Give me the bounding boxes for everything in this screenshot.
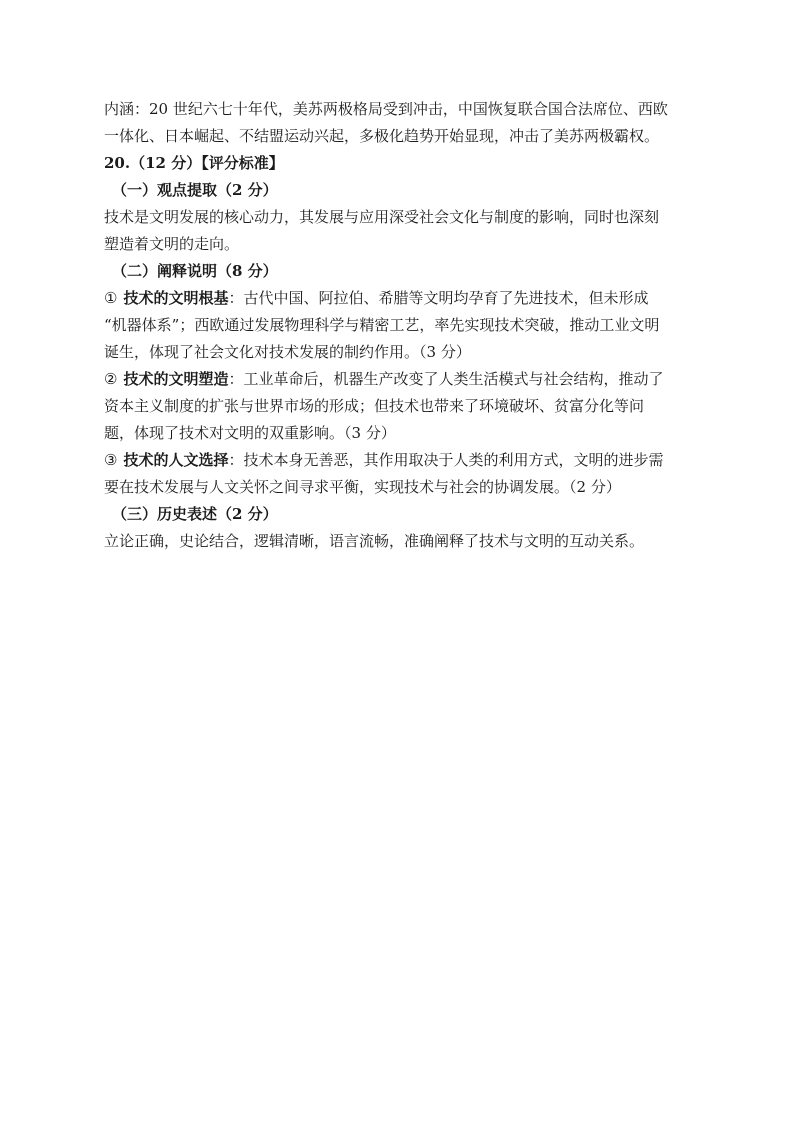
- part2-heading: （二）阐释说明（8 分）: [112, 262, 278, 280]
- q19-connotation-line-1: 内涵：20 世纪六七十年代，美苏两极格局受到冲击，中国恢复联合国合法席位、西欧: [104, 100, 668, 118]
- item1-marker: ①: [104, 289, 118, 307]
- item2-line-2: 资本主义制度的扩张与世界市场的形成；但技术也带来了环境破坏、贫富分化等问: [104, 397, 645, 415]
- item3-colon: ：: [228, 451, 244, 469]
- q20-heading: [104, 150, 704, 177]
- q20-standard-label: 【评分标准】: [201, 154, 284, 172]
- part1-line-2: 塑造着文明的走向。: [104, 235, 240, 253]
- part3-line-1: 立论正确，史论结合，逻辑清晰，语言流畅，准确阐释了技术与文明的互动关系。: [104, 532, 645, 550]
- item2-text: 工业革命后，机器生产改变了人类生活模式与社会结构，推动了: [243, 370, 664, 388]
- part3-heading: （三）历史表述（2 分）: [112, 505, 278, 523]
- q20-number: 20.: [104, 154, 131, 172]
- item2-line-1: [104, 366, 704, 393]
- item1-line-1: [104, 285, 704, 312]
- q19-connotation-line-2: 一体化、日本崛起、不结盟运动兴起，多极化趋势开始显现，冲击了美苏两极霸权。: [104, 127, 660, 145]
- item2-marker: ②: [104, 370, 118, 388]
- item1-line-3: 诞生，体现了社会文化对技术发展的制约作用。（3 分）: [104, 343, 471, 361]
- answer-text: [104, 96, 704, 555]
- item2-title: 技术的文明塑造: [123, 370, 229, 388]
- item3-text: 技术本身无善恶，其作用取决于人类的利用方式，文明的进步需: [243, 451, 664, 469]
- item1-colon: ：: [228, 289, 244, 307]
- item3-line-1: [104, 447, 704, 474]
- q20-score: （12 分）: [130, 154, 202, 172]
- item1-title: 技术的文明根基: [123, 289, 229, 307]
- item3-title: 技术的人文选择: [123, 451, 229, 469]
- item3-marker: ③: [104, 451, 118, 469]
- item2-colon: ：: [228, 370, 244, 388]
- item1-line-2: “机器体系”；西欧通过发展物理科学与精密工艺，率先实现技术突破，推动工业文明: [104, 316, 660, 334]
- item2-line-3: 题，体现了技术对文明的双重影响。（3 分）: [104, 424, 396, 442]
- item1-text: 古代中国、阿拉伯、希腊等文明均孕育了先进技术，但未形成: [243, 289, 649, 307]
- part1-line-1: 技术是文明发展的核心动力，其发展与应用深受社会文化与制度的影响，同时也深刻: [104, 208, 660, 226]
- part1-heading: （一）观点提取（2 分）: [112, 181, 278, 199]
- item3-line-2: 要在技术发展与人文关怀之间寻求平衡，实现技术与社会的协调发展。（2 分）: [104, 478, 621, 496]
